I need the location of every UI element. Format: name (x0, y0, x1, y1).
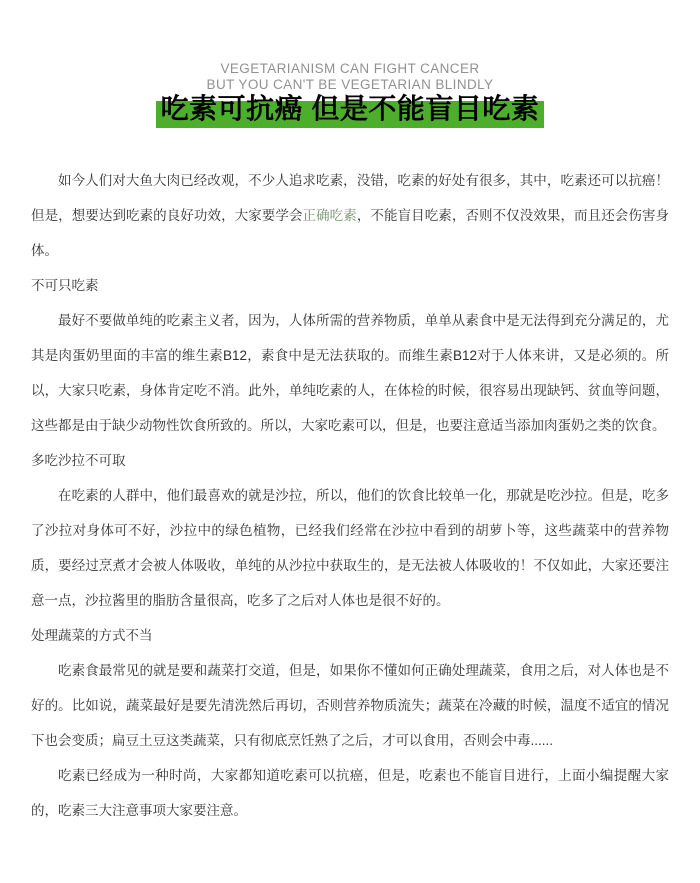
outro-paragraph: 吃素已经成为一种时尚，大家都知道吃素可以抗癌，但是，吃素也不能盲目进行，上面小编提醒大家的，吃素三大注意事项大家要注意。 (31, 768, 669, 818)
section-heading-vegetable-handling: 处理蔬菜的方式不当 (31, 628, 153, 643)
title-highlight (156, 93, 545, 128)
section-paragraph-no-pure-veg: 最好不要做单纯的吃素主义者，因为，人体所需的营养物质，单单从素食中是无法得到充分满足的，尤其是肉蛋奶里面的丰富的维生素B12，素食中是无法获取的。而维生素B12对于人体来讲，又是必须的。所以，大家只吃素，身体肯定吃不消。此外，单纯吃素的人，在体检的时候，很容易出现缺钙、贫血等问题，这些都是由于缺少动物性饮食所致的。所以，大家吃素可以，但是，也要注意适当添加肉蛋奶之类的饮食。 (31, 313, 669, 433)
keyword-link[interactable]: 正确吃素 (302, 208, 357, 223)
english-subtitle-line1: VEGETARIANISM CAN FIGHT CANCER (220, 61, 480, 76)
section-paragraph-vegetable-handling: 吃素食最常见的就是要和蔬菜打交道，但是，如果你不懂如何正确处理蔬菜，食用之后，对人体也是不好的。比如说，蔬菜最好是要先清洗然后再切，否则营养物质流失；蔬菜在冷藏的时候，温度不适宜的情况下也会变质；扁豆土豆这类蔬菜，只有彻底烹饪熟了之后，才可以食用，否则会中毒...... (31, 663, 669, 748)
article-body (31, 163, 669, 828)
page-title: 吃素可抗癌 但是不能盲目吃素 (160, 93, 540, 124)
intro-text-pre: 如今人们对大鱼大肉已经改观，不少人追求吃素，没错，吃素的好处有很多，其中，吃素还可以抗癌！但是，想要达到吃素的良好功效，大家要学会 (31, 173, 669, 223)
english-subtitle (0, 0, 700, 92)
intro-text-post: ，不能盲目吃素，否则不仅没效果，而且还会伤害身体。 (31, 208, 670, 258)
section-paragraph-salad: 在吃素的人群中，他们最喜欢的就是沙拉，所以，他们的饮食比较单一化，那就是吃沙拉。但是，吃多了沙拉对身体可不好，沙拉中的绿色植物，已经我们经常在沙拉中看到的胡萝卜等，这些蔬菜中的营养物质，要经过烹煮才会被人体吸收，单纯的从沙拉中获取生的，是无法被人体吸收的！不仅如此，大家还要注意一点，沙拉酱里的脂肪含量很高，吃多了之后对人体也是很不好的。 (31, 488, 669, 608)
title-row (0, 93, 700, 128)
intro-paragraph (31, 163, 669, 268)
section-heading-salad: 多吃沙拉不可取 (31, 453, 126, 468)
section-heading-no-pure-veg: 不可只吃素 (31, 278, 99, 293)
english-subtitle-line2: BUT YOU CAN'T BE VEGETARIAN BLINDLY (206, 76, 494, 92)
